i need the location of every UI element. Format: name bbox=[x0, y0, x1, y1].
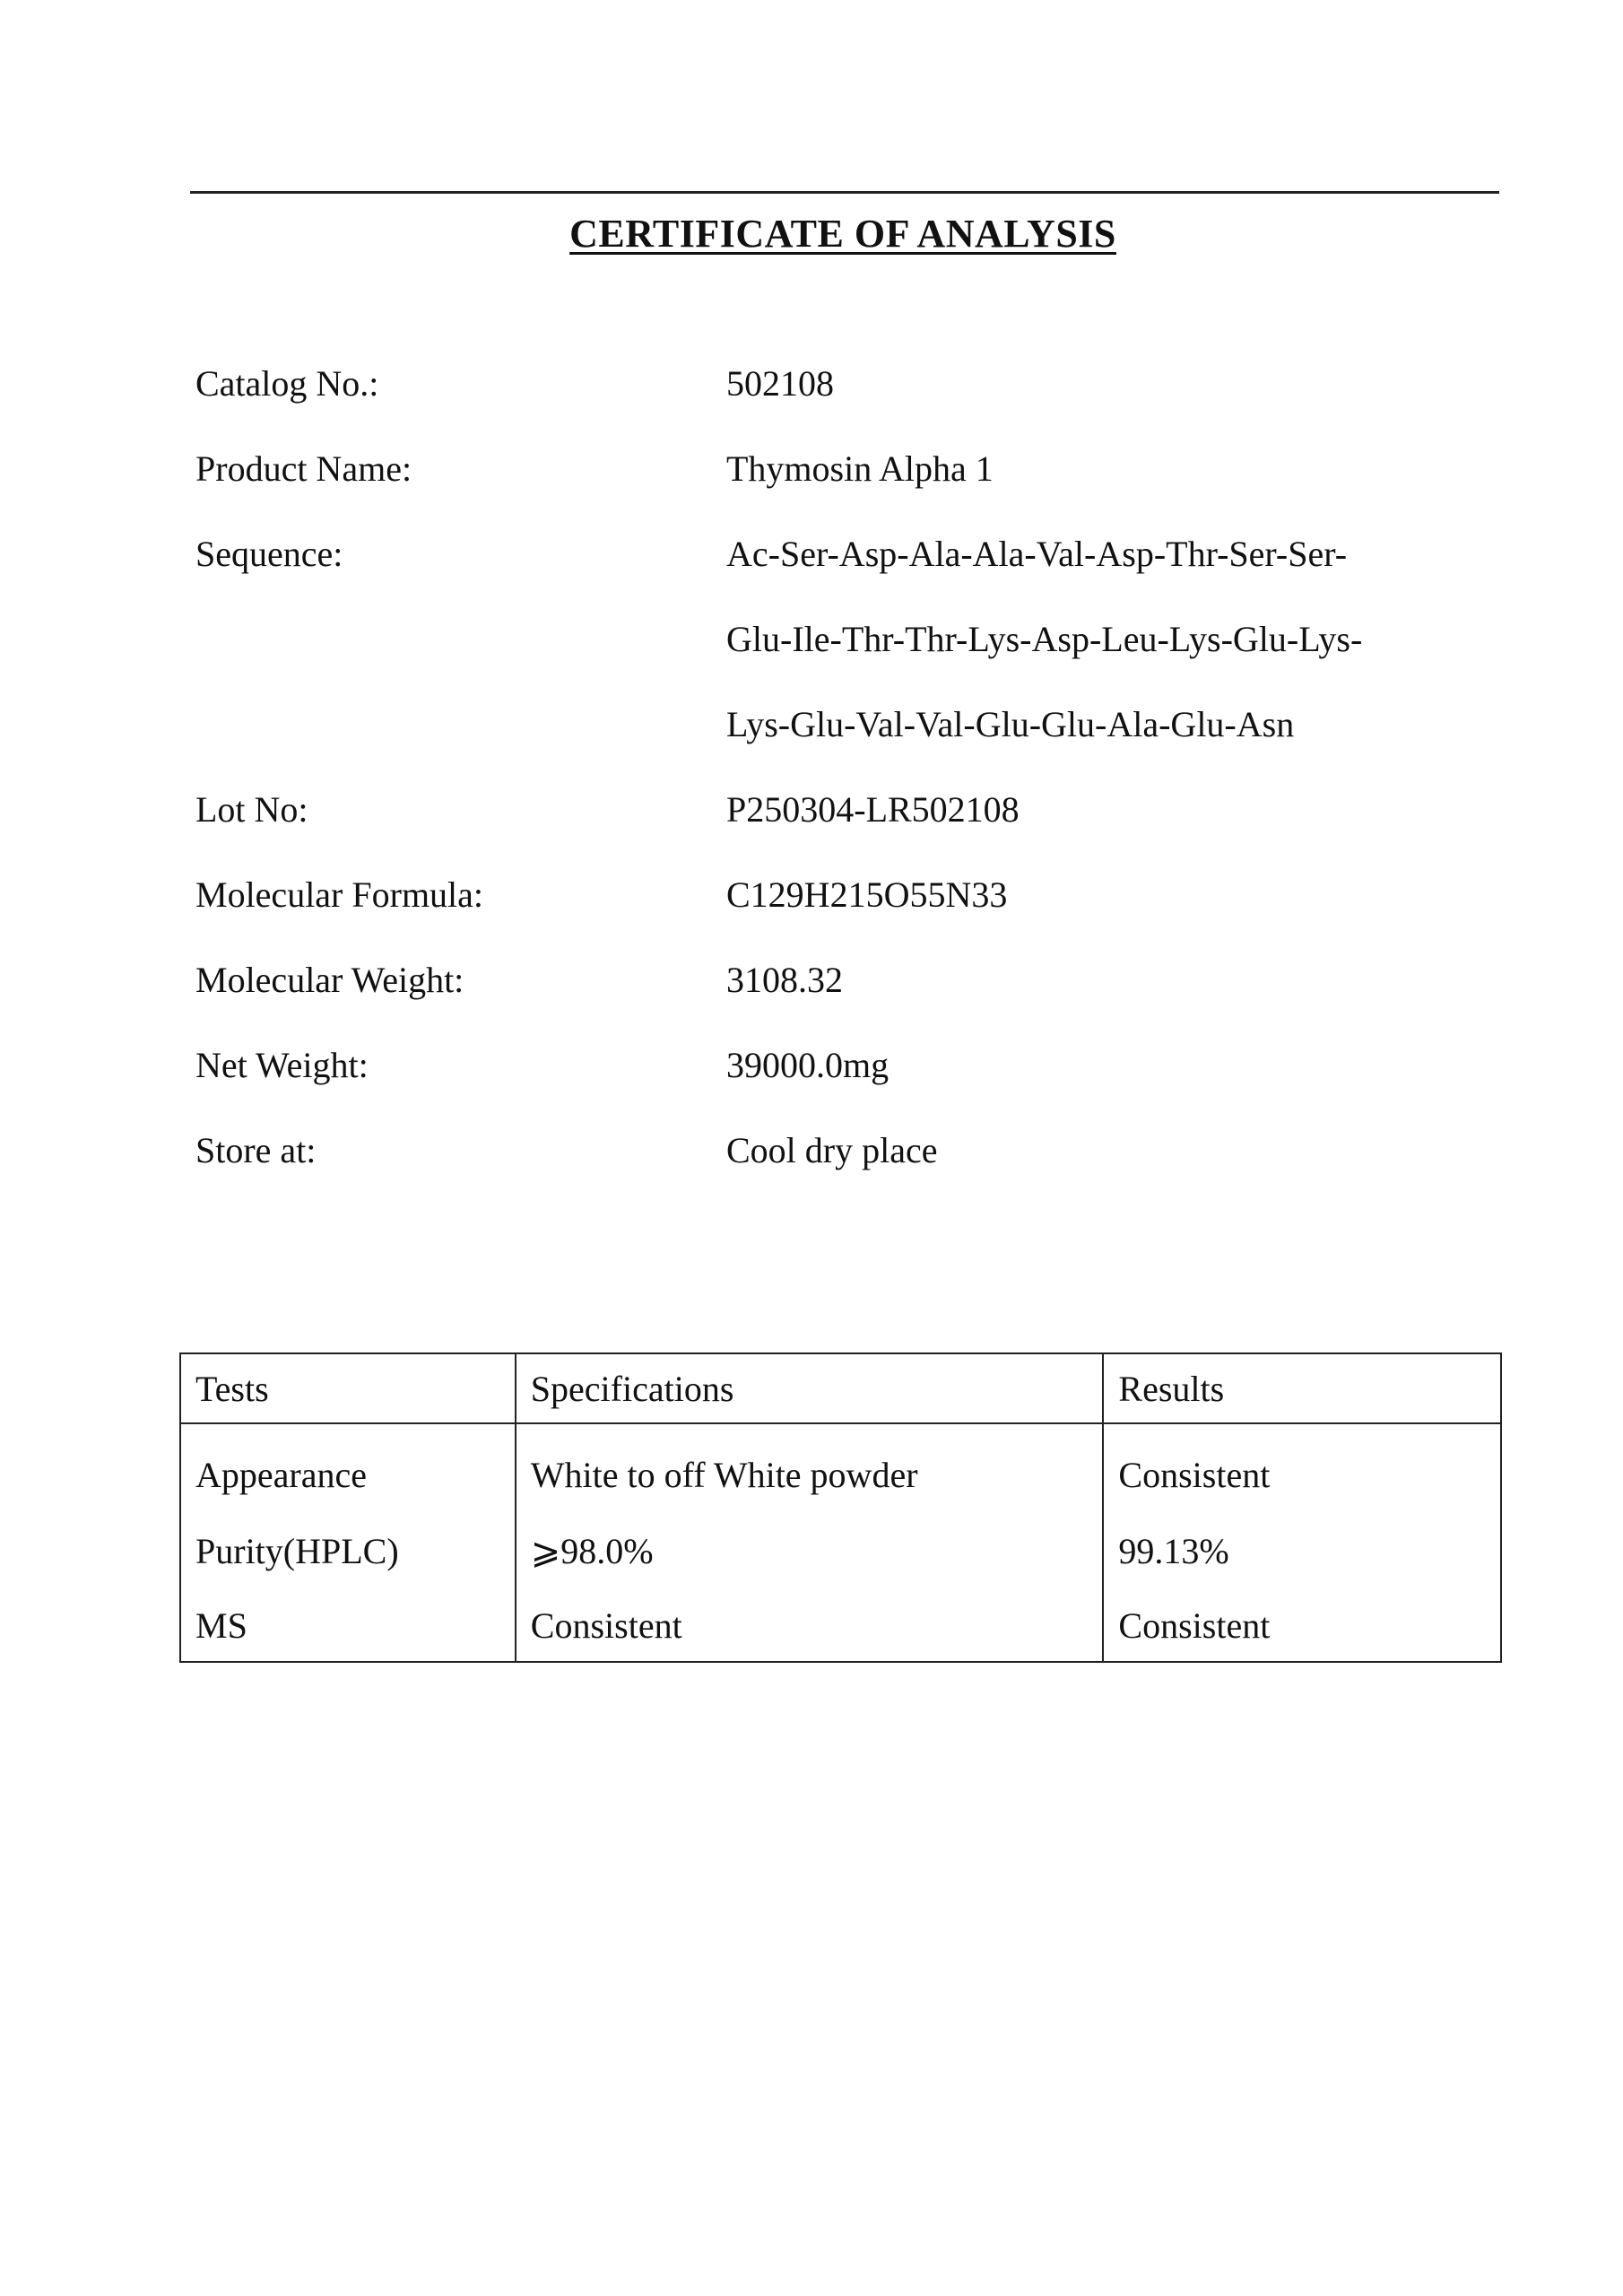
store-at-value: Cool dry place bbox=[726, 1130, 938, 1170]
cell-specification: White to off White powder bbox=[516, 1423, 1104, 1513]
table-header-row bbox=[180, 1353, 1501, 1423]
document-title: CERTIFICATE OF ANALYSIS bbox=[569, 212, 1116, 256]
table-row bbox=[180, 1589, 1501, 1662]
cell-result: Consistent bbox=[1103, 1589, 1501, 1662]
cell-specification: Consistent bbox=[516, 1589, 1104, 1662]
cell-test: Appearance bbox=[180, 1423, 516, 1513]
molecular-formula-label: Molecular Formula: bbox=[195, 874, 484, 915]
product-name-label: Product Name: bbox=[195, 448, 412, 489]
molecular-weight-label: Molecular Weight: bbox=[195, 960, 464, 1000]
table-row bbox=[180, 1423, 1501, 1513]
table-row bbox=[180, 1513, 1501, 1589]
lot-no-label: Lot No: bbox=[195, 789, 308, 830]
header-results: Results bbox=[1103, 1353, 1501, 1423]
product-name-value: Thymosin Alpha 1 bbox=[726, 448, 994, 489]
info-row-weight bbox=[195, 937, 1451, 1022]
catalog-no-value: 502108 bbox=[726, 363, 834, 404]
cell-test: Purity(HPLC) bbox=[180, 1513, 516, 1589]
molecular-weight-value: 3108.32 bbox=[726, 960, 843, 1000]
lot-no-value: P250304-LR502108 bbox=[726, 789, 1020, 830]
catalog-no-label: Catalog No.: bbox=[195, 363, 379, 404]
store-at-label: Store at: bbox=[195, 1130, 317, 1170]
cell-test: MS bbox=[180, 1589, 516, 1662]
net-weight-label: Net Weight: bbox=[195, 1045, 369, 1085]
cell-specification: ⩾98.0% bbox=[516, 1513, 1104, 1589]
header-tests: Tests bbox=[180, 1353, 516, 1423]
results-table bbox=[179, 1352, 1502, 1663]
sequence-value bbox=[726, 511, 1451, 767]
sequence-line: Ac-Ser-Asp-Ala-Ala-Val-Asp-Thr-Ser-Ser- bbox=[726, 534, 1348, 574]
sequence-line: Lys-Glu-Val-Val-Glu-Glu-Ala-Glu-Asn bbox=[726, 704, 1295, 744]
header-specifications: Specifications bbox=[516, 1353, 1104, 1423]
cell-result: Consistent bbox=[1103, 1423, 1501, 1513]
sequence-label: Sequence: bbox=[195, 534, 343, 574]
info-row-catalog bbox=[195, 341, 1451, 426]
net-weight-value: 39000.0mg bbox=[726, 1045, 890, 1085]
cell-result: 99.13% bbox=[1103, 1513, 1501, 1589]
info-row-lot bbox=[195, 767, 1451, 852]
top-rule bbox=[190, 191, 1499, 194]
sequence-line: Glu-Ile-Thr-Thr-Lys-Asp-Leu-Lys-Glu-Lys- bbox=[726, 619, 1363, 659]
molecular-formula-value: C129H215O55N33 bbox=[726, 874, 1008, 915]
info-row-product-name bbox=[195, 426, 1451, 511]
info-row-store bbox=[195, 1108, 1451, 1193]
info-row-sequence bbox=[195, 511, 1451, 767]
info-row-net-weight bbox=[195, 1022, 1451, 1108]
info-row-formula bbox=[195, 852, 1451, 937]
product-info bbox=[195, 341, 1451, 1193]
